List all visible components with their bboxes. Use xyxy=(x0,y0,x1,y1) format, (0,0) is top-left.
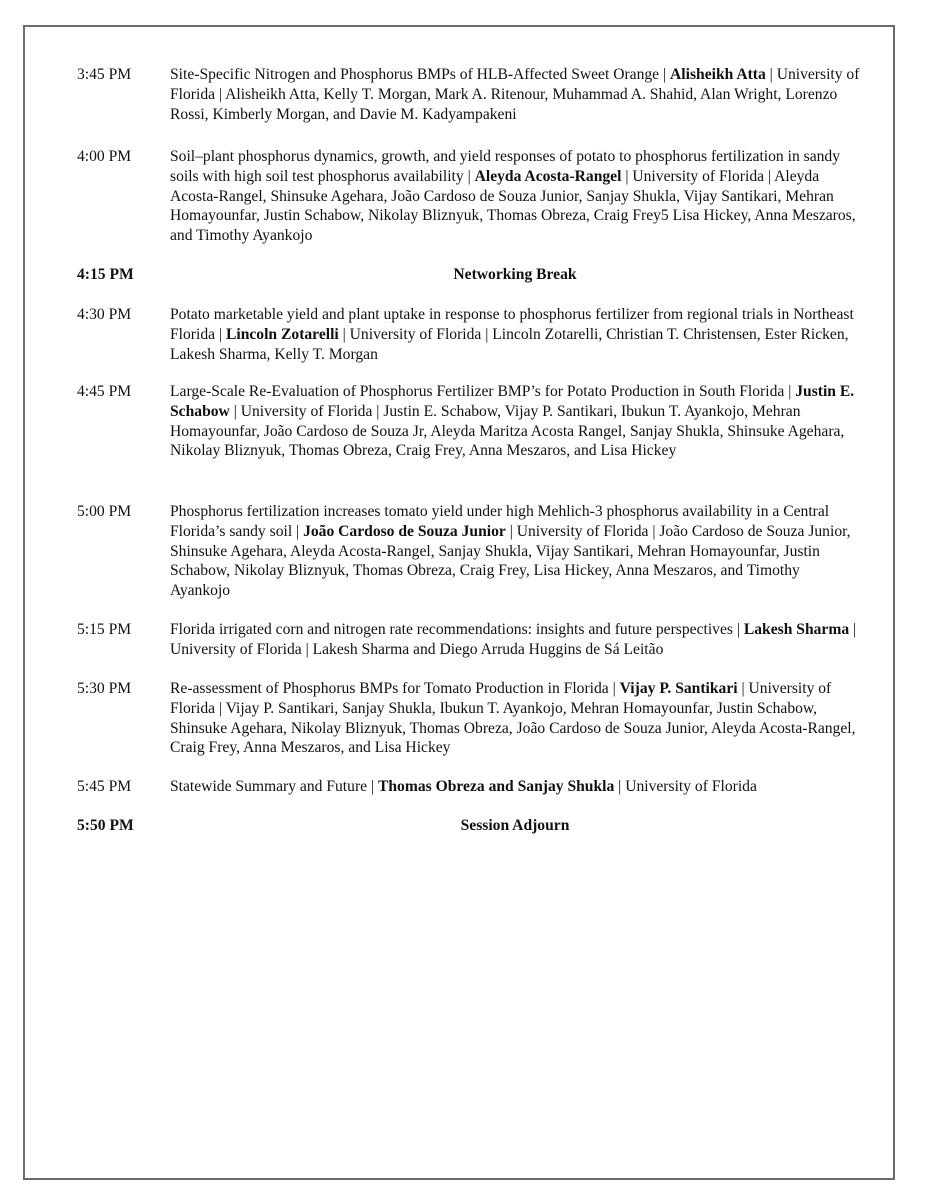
schedule-entry xyxy=(77,305,877,364)
entry-body xyxy=(170,65,860,124)
affiliation: University of Florida xyxy=(240,402,373,420)
presenter-name: Justin E. Schabow xyxy=(170,383,855,420)
separator: | xyxy=(614,778,626,795)
schedule-entry xyxy=(77,502,877,601)
separator: | xyxy=(301,640,313,658)
affiliation: University of Florida xyxy=(516,522,649,540)
talk-title: Large-Scale Re-Evaluation of Phosphorus Fertilizer BMP’s for Potato Production in South Florida xyxy=(170,383,785,400)
entry-body xyxy=(170,502,860,601)
separator: | xyxy=(215,325,226,343)
separator: | xyxy=(659,66,671,83)
affiliation: University of Florida xyxy=(170,680,832,717)
separator: | xyxy=(215,699,226,717)
author-list: Alisheikh Atta, Kelly T. Morgan, Mark A. Ritenour, Muhammad A. Shahid, Alan Wright, Lorenzo Rossi, Kimberly Morgan, and Davie M. Kadyampakeni xyxy=(170,85,838,123)
entry-body xyxy=(170,620,860,660)
schedule-entry xyxy=(77,147,877,246)
author-list: Lakesh Sharma and Diego Arruda Huggins de Sá Leitão xyxy=(312,640,664,658)
presenter-name: Aleyda Acosta-Rangel xyxy=(474,167,622,185)
break-time: 5:50 PM xyxy=(77,817,134,834)
entry-body xyxy=(170,382,860,461)
entry-body xyxy=(170,777,860,797)
affiliation: University of Florida xyxy=(632,167,765,185)
schedule-entry xyxy=(77,382,877,461)
talk-title: Potato marketable yield and plant uptake in response to phosphorus fertilizer from regional trials in Northeast Florida xyxy=(170,306,854,343)
separator: | xyxy=(784,383,796,400)
separator: | xyxy=(481,325,493,343)
separator: | xyxy=(648,522,660,540)
entry-time: 4:00 PM xyxy=(77,148,132,165)
talk-title: Phosphorus fertilization increases tomato yield under high Mehlich-3 phosphorus availability in a Central Florida’s sandy soil xyxy=(170,503,830,540)
separator: | xyxy=(229,402,241,420)
affiliation: University of Florida xyxy=(625,778,757,795)
entry-time: 5:45 PM xyxy=(77,778,132,795)
talk-title: Soil–plant phosphorus dynamics, growth, and yield responses of potato to phosphorus fertilization in sandy soils with high soil test phosphorus availability xyxy=(170,148,841,185)
entry-body xyxy=(170,147,860,246)
separator: | xyxy=(764,167,775,185)
break-label: Networking Break xyxy=(453,266,577,283)
separator: | xyxy=(732,621,744,638)
entry-body xyxy=(170,679,860,758)
author-list: Lincoln Zotarelli, Christian T. Christensen, Ester Ricken, Lakesh Sharma, Kelly T. Morgan xyxy=(170,325,849,363)
separator: | xyxy=(608,680,620,697)
break-time: 4:15 PM xyxy=(77,266,134,283)
schedule-entry xyxy=(77,777,877,797)
entry-time: 3:45 PM xyxy=(77,66,132,83)
schedule-entry xyxy=(77,65,877,124)
author-list: João Cardoso de Souza Junior, Shinsuke Agehara, Aleyda Acosta-Rangel, Sanjay Shukla, Vijay Santikari, Mehran Homayounfar, Justin Schabow, Nikolay Bliznyuk, Thomas Obreza, Craig Frey, Lisa Hickey, Anna Meszaros, and Timothy Ayankojo xyxy=(170,522,851,600)
entry-time: 5:00 PM xyxy=(77,503,132,520)
author-list: Aleyda Acosta-Rangel, Shinsuke Agehara, João Cardoso de Souza Junior, Sanjay Shukla, Vijay Santikari, Mehran Homayounfar, Justin Schabow, Nikolay Bliznyuk, Thomas Obreza, Craig Frey5 Lisa Hickey, Anna Meszaros, and Timothy Ayankojo xyxy=(170,167,856,245)
schedule xyxy=(25,27,893,1178)
presenter-name: Vijay P. Santikari xyxy=(619,680,738,697)
talk-title: Florida irrigated corn and nitrogen rate recommendations: insights and future perspectives xyxy=(170,621,733,638)
presenter-name: João Cardoso de Souza Junior xyxy=(303,522,506,540)
schedule-entry xyxy=(77,679,877,758)
author-list: Justin E. Schabow, Vijay P. Santikari, Ibukun T. Ayankojo, Mehran Homayounfar, João Cardoso de Souza Jr, Aleyda Maritza Acosta Rangel, Sanjay Shukla, Shinsuke Agehara, Nikolay Bliznyuk, Thomas Obreza, Craig Frey, Anna Meszaros, and Lisa Hickey xyxy=(170,402,845,460)
separator: | xyxy=(372,402,384,420)
break-label: Session Adjourn xyxy=(460,817,570,834)
separator: | xyxy=(621,167,633,185)
separator: | xyxy=(215,85,226,103)
separator: | xyxy=(463,167,475,185)
entry-time: 5:30 PM xyxy=(77,680,132,697)
schedule-break xyxy=(77,816,862,836)
separator: | xyxy=(737,680,749,697)
entry-time: 4:45 PM xyxy=(77,383,132,400)
presenter-name: Alisheikh Atta xyxy=(670,66,766,83)
affiliation: University of Florida xyxy=(349,325,482,343)
separator: | xyxy=(292,522,304,540)
separator: | xyxy=(505,522,517,540)
separator: | xyxy=(338,325,350,343)
schedule-entry xyxy=(77,620,877,660)
entry-body xyxy=(170,305,860,364)
author-list: Vijay P. Santikari, Sanjay Shukla, Ibukun T. Ayankojo, Mehran Homayounfar, Justin Schabow, Shinsuke Agehara, Nikolay Bliznyuk, Thomas Obreza, João Cardoso de Souza Junior, Aleyda Acosta-Rangel, Craig Frey, Anna Meszaros, and Lisa Hickey xyxy=(170,699,856,757)
affiliation: University of Florida xyxy=(170,640,302,658)
schedule-break xyxy=(77,265,862,285)
presenter-name: Lincoln Zotarelli xyxy=(225,325,339,343)
separator: | xyxy=(849,621,857,638)
presenter-name: Lakesh Sharma xyxy=(743,621,850,638)
entry-time: 5:15 PM xyxy=(77,621,132,638)
entry-time: 4:30 PM xyxy=(77,306,132,323)
affiliation: University of Florida xyxy=(170,66,860,103)
talk-title: Statewide Summary and Future xyxy=(170,778,368,795)
page-frame xyxy=(23,25,895,1180)
separator: | xyxy=(765,66,777,83)
separator: | xyxy=(367,778,378,795)
talk-title: Site-Specific Nitrogen and Phosphorus BMPs of HLB-Affected Sweet Orange xyxy=(170,66,660,83)
talk-title: Re-assessment of Phosphorus BMPs for Tomato Production in Florida xyxy=(170,680,609,697)
presenter-name: Thomas Obreza and Sanjay Shukla xyxy=(377,778,615,795)
